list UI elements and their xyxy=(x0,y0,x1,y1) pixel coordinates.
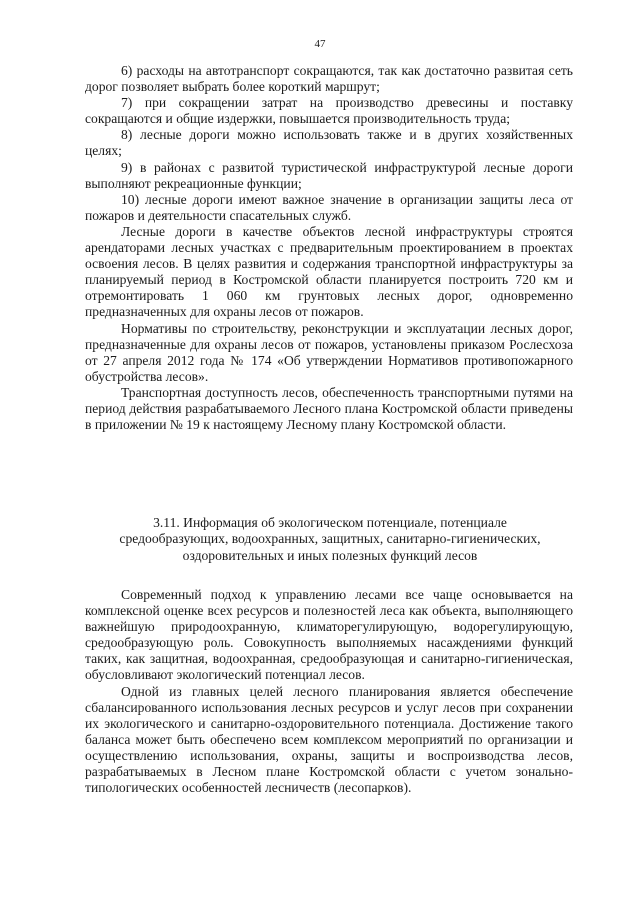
body-text-lower xyxy=(85,587,573,796)
list-item-8: 8) лесные дороги можно использовать также и в других хозяйственных целях; xyxy=(85,127,573,159)
list-item-6: 6) расходы на автотранспорт сокращаются, так как достаточно развитая сеть дорог позволяет выбрать более короткий маршрут; xyxy=(85,63,573,95)
paragraph-forest-roads: Лесные дороги в качестве объектов лесной инфраструктуры строятся арендаторами лесных участках с предварительным проектированием в проектах освоения лесов. В целях развития и содержания транспортной инфраструктуры за планируемый период в Костромской области планируется построить 720 км и отремонтировать 1 060 км грунтовых лесных дорог, одновременно предназначенных для охраны лесов от пожаров. xyxy=(85,223,573,320)
paragraph-norms: Нормативы по строительству, реконструкции и эксплуатации лесных дорог, предназначенные для охраны лесов от пожаров, установлены приказом Рослесхоза от 27 апреля 2012 года № 174 «Об утверждении Нормативов противопожарного обустройства лесов». xyxy=(85,320,573,384)
list-item-9: 9) в районах с развитой туристической инфраструктурой лесные дороги выполняют рекреационные функции; xyxy=(85,159,573,191)
list-item-7: 7) при сокращении затрат на производство древесины и поставку сокращаются и общие издержки, повышается производительность труда; xyxy=(85,95,573,127)
paragraph-transport-access: Транспортная доступность лесов, обеспеченность транспортными путями на период действия разрабатываемого Лесного плана Костромской области приведены в приложении № 19 к настоящему Лесному плану Костромской области. xyxy=(85,384,573,433)
paragraph-modern-approach: Современный подход к управлению лесами все чаще основывается на комплексной оценке всех ресурсов и полезностей леса как объекта, выполняющего важнейшую природоохранную, климаторегулирующую, водорегулирующую, средообразующую роль. Совокупность выполняемых насаждениями функций таких, как защитная, водоохранная, средообразующая и санитарно-гигиеническая, обусловливают экологический потенциал лесов. xyxy=(85,587,573,683)
page-number: 47 xyxy=(314,38,326,50)
paragraph-planning-goals: Одной из главных целей лесного планирования является обеспечение сбалансированного использования лесных ресурсов и услуг лесов при сохранении их экологического и санитарно-оздоровительного потенциала. Достижение такого баланса может быть обеспечено всем комплексом мероприятий по организации и осуществлению использования, охраны, защиты и воспроизводства лесов, разрабатываемых в Лесном плане Костромской области с учетом зонально-типологических особенностей лесничеств (лесопарков). xyxy=(85,683,573,796)
section-heading: 3.11. Информация об экологическом потенциале, потенциале средообразующих, водоохранных, защитных, санитарно-гигиенических, оздоровительных и иных полезных функций лесов xyxy=(119,515,541,563)
body-text-upper xyxy=(85,63,573,433)
list-item-10: 10) лесные дороги имеют важное значение в организации защиты леса от пожаров и деятельности спасательных служб. xyxy=(85,191,573,223)
